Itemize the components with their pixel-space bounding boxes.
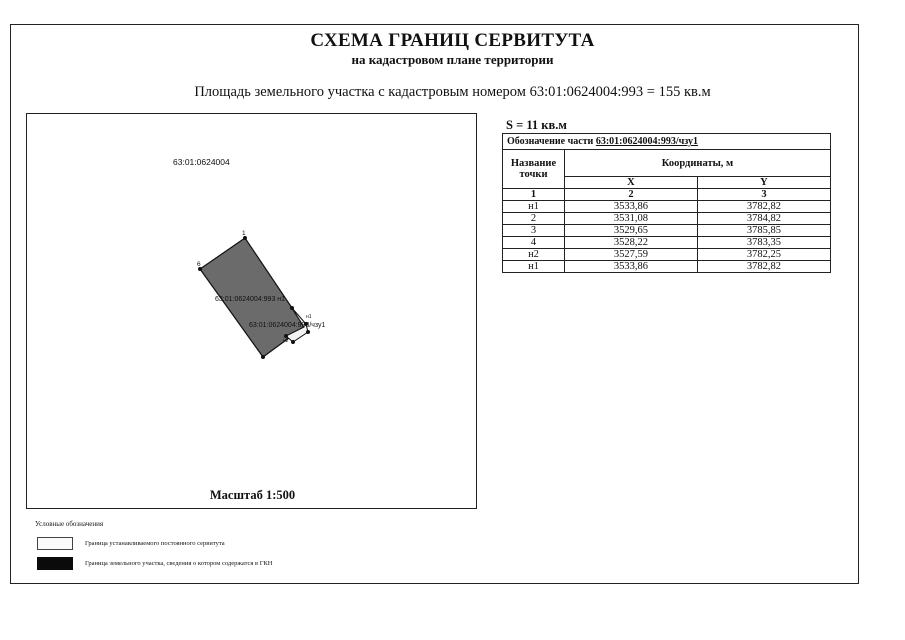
point-name-cell: н1 [503, 261, 565, 273]
point-label-n1: н1 [306, 314, 312, 320]
y-cell: 3782,82 [697, 201, 830, 213]
document-subtitle: на кадастровом плане территории [351, 52, 554, 67]
point-name-cell: 4 [503, 237, 565, 249]
block-label: 63:01:0624004 [173, 157, 230, 167]
parcel-label: 63:01:0624004:993 н1 [215, 296, 286, 303]
legend-label-parcel: Граница земельного участка, сведения о котором содержатся в ГКН [85, 560, 273, 567]
col-number-2: 2 [565, 189, 698, 201]
y-header: Y [697, 177, 830, 189]
point-name-cell: 3 [503, 225, 565, 237]
x-cell: 3533,86 [565, 201, 698, 213]
table-header-part [503, 134, 831, 150]
part-prefix: Обозначение части [507, 136, 594, 147]
table-row [503, 225, 831, 237]
x-cell: 3531,08 [565, 213, 698, 225]
point-name-cell: н2 [503, 249, 565, 261]
coords-header: Координаты, м [565, 150, 831, 177]
point-label-1: 1 [242, 230, 246, 237]
point-name-header: Название точки [503, 150, 565, 189]
y-cell: 3782,25 [697, 249, 830, 261]
table-row [503, 213, 831, 225]
table-row [503, 237, 831, 249]
document-title: СХЕМА ГРАНИЦ СЕРВИТУТА [310, 30, 595, 51]
table-row [503, 261, 831, 273]
y-cell: 3784,82 [697, 213, 830, 225]
legend-title: Условные обозначения [35, 520, 104, 528]
x-cell: 3529,65 [565, 225, 698, 237]
cadastral-map [26, 113, 477, 509]
legend-label-servitude: Граница устанавливаемого постоянного сервитута [85, 540, 225, 547]
y-cell: 3782,82 [697, 261, 830, 273]
vertex-point [291, 340, 295, 344]
col-number-1: 1 [503, 189, 565, 201]
vertex-point [290, 306, 294, 310]
parcel-area-line: Площадь земельного участка с кадастровым номером 63:01:0624004:993 = 155 кв.м [194, 84, 711, 100]
table-row [503, 249, 831, 261]
x-cell: 3527,59 [565, 249, 698, 261]
point-name-cell: н1 [503, 201, 565, 213]
point-label-6: 6 [197, 261, 201, 268]
coordinates-table [502, 133, 831, 273]
part-id: 63:01:0624004:993/чзу1 [595, 136, 699, 147]
vertex-point [306, 330, 310, 334]
servitude-area: S = 11 кв.м [506, 118, 567, 132]
vertex-point [261, 355, 265, 359]
x-cell: 3533,86 [565, 261, 698, 273]
parcel-boundary-swatch [37, 557, 73, 570]
part-designation-cell [503, 134, 831, 150]
y-cell: 3783,35 [697, 237, 830, 249]
col-number-3: 3 [697, 189, 830, 201]
servitude-boundary-swatch [37, 537, 73, 550]
point-label-n2: н2 [283, 338, 289, 344]
table-header-row [503, 150, 831, 177]
x-header: X [565, 177, 698, 189]
table-header-numbers [503, 189, 831, 201]
map-scale: Масштаб 1:500 [209, 488, 296, 502]
table-row [503, 201, 831, 213]
servitude-label: 63:01:0624004:993/чзу1 [249, 322, 326, 329]
y-cell: 3785,85 [697, 225, 830, 237]
x-cell: 3528,22 [565, 237, 698, 249]
map-drawing [27, 114, 478, 510]
point-name-cell: 2 [503, 213, 565, 225]
